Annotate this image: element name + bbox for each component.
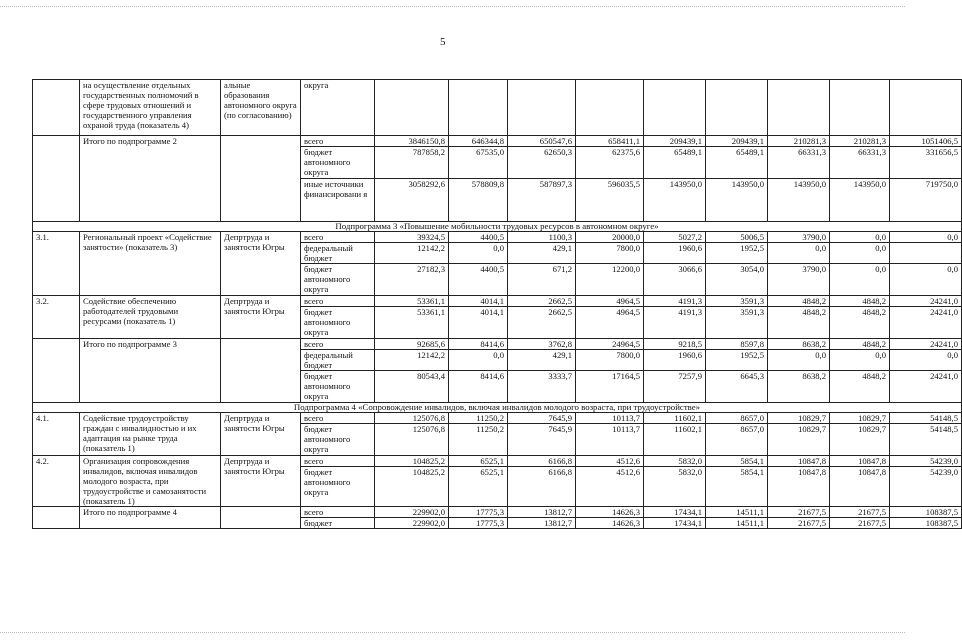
value-cell: 229902,0 <box>375 518 449 529</box>
row-number-cell: 3.2. <box>33 296 80 339</box>
value-cell: 53361,1 <box>375 296 449 307</box>
value-cell: 24964,5 <box>576 339 644 350</box>
value-cell: 7800,0 <box>576 243 644 264</box>
value-cell: 24241,0 <box>890 307 962 339</box>
funding-source-cell: всего <box>301 232 375 243</box>
table-row <box>33 80 962 136</box>
value-cell: 21677,5 <box>830 518 890 529</box>
table-row <box>33 136 962 147</box>
funding-source-cell: федеральный бюджет <box>301 243 375 264</box>
value-cell: 8638,2 <box>768 371 830 403</box>
row-number-cell <box>33 507 80 529</box>
value-cell: 587897,3 <box>508 179 576 222</box>
value-cell: 3591,3 <box>706 307 768 339</box>
value-cell: 3790,0 <box>768 264 830 296</box>
value-cell: 14626,3 <box>576 507 644 518</box>
measure-name-cell: Итого по подпрограмме 4 <box>80 507 221 529</box>
table-row <box>33 339 962 350</box>
value-cell: 143950,0 <box>644 179 706 222</box>
funding-source-cell: бюджет автономного округа <box>301 264 375 296</box>
value-cell: 4512,6 <box>576 456 644 467</box>
scan-edge-top <box>0 6 905 7</box>
value-cell: 54148,5 <box>890 413 962 424</box>
value-cell: 13812,7 <box>508 518 576 529</box>
measure-name-cell: Итого по подпрограмме 3 <box>80 339 221 403</box>
value-cell: 5832,0 <box>644 456 706 467</box>
executor-cell: альные образования автономного округа (по согласованию) <box>221 80 301 136</box>
value-cell: 3333,7 <box>508 371 576 403</box>
value-cell: 1100,3 <box>508 232 576 243</box>
value-cell: 209439,1 <box>706 136 768 147</box>
value-cell: 12142,2 <box>375 243 449 264</box>
value-cell: 210281,3 <box>768 136 830 147</box>
funding-source-cell: бюджет автономного округа <box>301 307 375 339</box>
value-cell: 10113,7 <box>576 413 644 424</box>
value-cell: 7645,9 <box>508 413 576 424</box>
value-cell: 4848,2 <box>768 307 830 339</box>
funding-source-cell: всего <box>301 456 375 467</box>
value-cell <box>768 80 830 136</box>
value-cell: 1952,5 <box>706 243 768 264</box>
table-row <box>33 507 962 518</box>
value-cell: 229902,0 <box>375 507 449 518</box>
value-cell <box>830 80 890 136</box>
funding-source-cell: всего <box>301 507 375 518</box>
measure-name-cell: Организация сопровождения инвалидов, включая инвалидов молодого возраста, при трудоустройстве и самозанятости (показатель 1) <box>80 456 221 507</box>
value-cell: 39324,5 <box>375 232 449 243</box>
value-cell: 0,0 <box>830 232 890 243</box>
value-cell: 8414,6 <box>449 371 508 403</box>
table-row <box>33 222 962 232</box>
page-number: 5 <box>440 36 446 48</box>
value-cell: 10829,7 <box>830 424 890 456</box>
value-cell: 9218,5 <box>644 339 706 350</box>
scan-edge-bottom <box>0 632 905 633</box>
value-cell: 21677,5 <box>768 518 830 529</box>
value-cell: 7645,9 <box>508 424 576 456</box>
measure-name-cell: Итого по подпрограмме 2 <box>80 136 221 222</box>
value-cell: 0,0 <box>890 350 962 371</box>
value-cell: 0,0 <box>830 264 890 296</box>
value-cell: 4400,5 <box>449 232 508 243</box>
value-cell: 2662,5 <box>508 307 576 339</box>
value-cell: 14626,3 <box>576 518 644 529</box>
value-cell: 143950,0 <box>830 179 890 222</box>
value-cell: 4848,2 <box>768 296 830 307</box>
row-number-cell: 4.1. <box>33 413 80 456</box>
value-cell: 17434,1 <box>644 518 706 529</box>
value-cell: 5027,2 <box>644 232 706 243</box>
executor-cell: Депртруда и занятости Югры <box>221 413 301 456</box>
value-cell: 4400,5 <box>449 264 508 296</box>
value-cell: 8638,2 <box>768 339 830 350</box>
value-cell: 17775,3 <box>449 507 508 518</box>
value-cell: 54239,0 <box>890 467 962 507</box>
value-cell: 17775,3 <box>449 518 508 529</box>
value-cell: 646344,8 <box>449 136 508 147</box>
value-cell: 6645,3 <box>706 371 768 403</box>
value-cell: 6166,8 <box>508 467 576 507</box>
value-cell: 80543,4 <box>375 371 449 403</box>
funding-source-cell: всего <box>301 413 375 424</box>
value-cell: 8414,6 <box>449 339 508 350</box>
value-cell: 24241,0 <box>890 296 962 307</box>
value-cell <box>508 80 576 136</box>
value-cell: 125076,8 <box>375 413 449 424</box>
value-cell: 11250,2 <box>449 424 508 456</box>
value-cell: 10847,8 <box>768 467 830 507</box>
value-cell: 3846150,8 <box>375 136 449 147</box>
value-cell <box>576 80 644 136</box>
value-cell: 4191,3 <box>644 307 706 339</box>
funding-source-cell: округа <box>301 80 375 136</box>
value-cell: 1960,6 <box>644 243 706 264</box>
value-cell: 3058292,6 <box>375 179 449 222</box>
measure-name-cell: Содействие обеспечению работодателей трудовыми ресурсами (показатель 1) <box>80 296 221 339</box>
value-cell: 0,0 <box>890 232 962 243</box>
value-cell: 62375,6 <box>576 147 644 179</box>
value-cell: 24241,0 <box>890 371 962 403</box>
funding-source-cell: всего <box>301 296 375 307</box>
funding-source-cell: всего <box>301 136 375 147</box>
value-cell: 4014,1 <box>449 296 508 307</box>
value-cell: 54148,5 <box>890 424 962 456</box>
value-cell: 12142,2 <box>375 350 449 371</box>
value-cell: 6525,1 <box>449 456 508 467</box>
funding-source-cell: бюджет <box>301 518 375 529</box>
table-row <box>33 403 962 413</box>
value-cell: 0,0 <box>768 350 830 371</box>
subprogram-title: Подпрограмма 3 «Повышение мобильности трудовых ресурсов в автономном округе» <box>33 222 962 232</box>
value-cell: 7257,9 <box>644 371 706 403</box>
value-cell: 4848,2 <box>830 307 890 339</box>
funding-source-cell: иные источники финансировани я <box>301 179 375 222</box>
value-cell: 21677,5 <box>830 507 890 518</box>
value-cell: 62650,3 <box>508 147 576 179</box>
executor-cell <box>221 136 301 222</box>
value-cell <box>375 80 449 136</box>
value-cell: 13812,7 <box>508 507 576 518</box>
value-cell: 1960,6 <box>644 350 706 371</box>
value-cell: 0,0 <box>830 350 890 371</box>
value-cell: 331656,5 <box>890 147 962 179</box>
value-cell: 14511,1 <box>706 507 768 518</box>
funding-source-cell: бюджет автономного округа <box>301 467 375 507</box>
value-cell: 92685,6 <box>375 339 449 350</box>
value-cell: 104825,2 <box>375 456 449 467</box>
value-cell: 1952,5 <box>706 350 768 371</box>
funding-source-cell: бюджет автономного округа <box>301 147 375 179</box>
value-cell: 6166,8 <box>508 456 576 467</box>
value-cell: 3066,6 <box>644 264 706 296</box>
value-cell: 10829,7 <box>768 424 830 456</box>
value-cell: 4848,2 <box>830 339 890 350</box>
value-cell: 17164,5 <box>576 371 644 403</box>
table-row <box>33 296 962 307</box>
value-cell <box>890 243 962 264</box>
value-cell: 787858,2 <box>375 147 449 179</box>
value-cell: 0,0 <box>890 264 962 296</box>
value-cell: 209439,1 <box>644 136 706 147</box>
value-cell: 650547,6 <box>508 136 576 147</box>
value-cell: 0,0 <box>830 243 890 264</box>
value-cell: 4848,2 <box>830 296 890 307</box>
executor-cell: Депртруда и занятости Югры <box>221 232 301 296</box>
value-cell: 0,0 <box>768 243 830 264</box>
value-cell: 10829,7 <box>830 413 890 424</box>
subprogram-title: Подпрограмма 4 «Сопровождение инвалидов, включая инвалидов молодого возраста, при трудоустройстве» <box>33 403 962 413</box>
value-cell: 10847,8 <box>830 467 890 507</box>
funding-source-cell: федеральный бюджет <box>301 350 375 371</box>
value-cell: 6525,1 <box>449 467 508 507</box>
value-cell: 104825,2 <box>375 467 449 507</box>
value-cell: 65489,1 <box>706 147 768 179</box>
row-number-cell: 3.1. <box>33 232 80 296</box>
value-cell: 0,0 <box>449 243 508 264</box>
value-cell: 8597,8 <box>706 339 768 350</box>
value-cell: 12200,0 <box>576 264 644 296</box>
measure-name-cell: на осуществление отдельных государственных полномочий в сфере трудовых отношений и государственного управления охраной труда (показатель 4) <box>80 80 221 136</box>
value-cell: 11602,1 <box>644 424 706 456</box>
value-cell: 596035,5 <box>576 179 644 222</box>
value-cell <box>890 80 962 136</box>
budget-table <box>32 79 962 529</box>
value-cell <box>449 80 508 136</box>
table-row <box>33 456 962 467</box>
row-number-cell <box>33 339 80 403</box>
value-cell: 719750,0 <box>890 179 962 222</box>
value-cell: 3790,0 <box>768 232 830 243</box>
value-cell: 143950,0 <box>706 179 768 222</box>
value-cell: 429,1 <box>508 350 576 371</box>
value-cell: 24241,0 <box>890 339 962 350</box>
table-row <box>33 413 962 424</box>
row-number-cell <box>33 136 80 222</box>
value-cell: 4512,6 <box>576 467 644 507</box>
executor-cell <box>221 507 301 529</box>
value-cell: 8657,0 <box>706 413 768 424</box>
value-cell: 7800,0 <box>576 350 644 371</box>
value-cell <box>706 80 768 136</box>
value-cell: 67535,0 <box>449 147 508 179</box>
value-cell: 66331,3 <box>830 147 890 179</box>
value-cell: 108387,5 <box>890 518 962 529</box>
value-cell: 4848,2 <box>830 371 890 403</box>
value-cell: 1051406,5 <box>890 136 962 147</box>
value-cell: 11250,2 <box>449 413 508 424</box>
value-cell: 21677,5 <box>768 507 830 518</box>
value-cell: 10113,7 <box>576 424 644 456</box>
value-cell: 17434,1 <box>644 507 706 518</box>
funding-source-cell: бюджет автономного округа <box>301 424 375 456</box>
executor-cell: Депртруда и занятости Югры <box>221 296 301 339</box>
value-cell: 4014,1 <box>449 307 508 339</box>
value-cell: 5854,1 <box>706 456 768 467</box>
value-cell: 2662,5 <box>508 296 576 307</box>
value-cell: 65489,1 <box>644 147 706 179</box>
value-cell: 125076,8 <box>375 424 449 456</box>
value-cell: 4191,3 <box>644 296 706 307</box>
value-cell: 671,2 <box>508 264 576 296</box>
value-cell: 658411,1 <box>576 136 644 147</box>
value-cell: 3054,0 <box>706 264 768 296</box>
value-cell: 3591,3 <box>706 296 768 307</box>
value-cell: 66331,3 <box>768 147 830 179</box>
value-cell: 5006,5 <box>706 232 768 243</box>
value-cell: 5854,1 <box>706 467 768 507</box>
value-cell: 53361,1 <box>375 307 449 339</box>
value-cell: 10847,8 <box>830 456 890 467</box>
row-number-cell: 4.2. <box>33 456 80 507</box>
executor-cell <box>221 339 301 403</box>
measure-name-cell: Содействие трудоустройству граждан с инвалидностью и их адаптация на рынке труда (показатель 1) <box>80 413 221 456</box>
table-row <box>33 232 962 243</box>
funding-source-cell: бюджет автономного округа <box>301 371 375 403</box>
funding-source-cell: всего <box>301 339 375 350</box>
value-cell <box>644 80 706 136</box>
row-number-cell <box>33 80 80 136</box>
value-cell: 4964,5 <box>576 296 644 307</box>
value-cell: 8657,0 <box>706 424 768 456</box>
value-cell: 20000,0 <box>576 232 644 243</box>
value-cell: 210281,3 <box>830 136 890 147</box>
value-cell: 5832,0 <box>644 467 706 507</box>
value-cell: 143950,0 <box>768 179 830 222</box>
value-cell: 54239,0 <box>890 456 962 467</box>
value-cell: 3762,8 <box>508 339 576 350</box>
value-cell: 578809,8 <box>449 179 508 222</box>
value-cell: 14511,1 <box>706 518 768 529</box>
executor-cell: Депртруда и занятости Югры <box>221 456 301 507</box>
value-cell: 10829,7 <box>768 413 830 424</box>
measure-name-cell: Региональный проект «Содействие занятости» (показатель 3) <box>80 232 221 296</box>
value-cell: 0,0 <box>449 350 508 371</box>
value-cell: 108387,5 <box>890 507 962 518</box>
value-cell: 10847,8 <box>768 456 830 467</box>
value-cell: 27182,3 <box>375 264 449 296</box>
value-cell: 4964,5 <box>576 307 644 339</box>
value-cell: 11602,1 <box>644 413 706 424</box>
value-cell: 429,1 <box>508 243 576 264</box>
